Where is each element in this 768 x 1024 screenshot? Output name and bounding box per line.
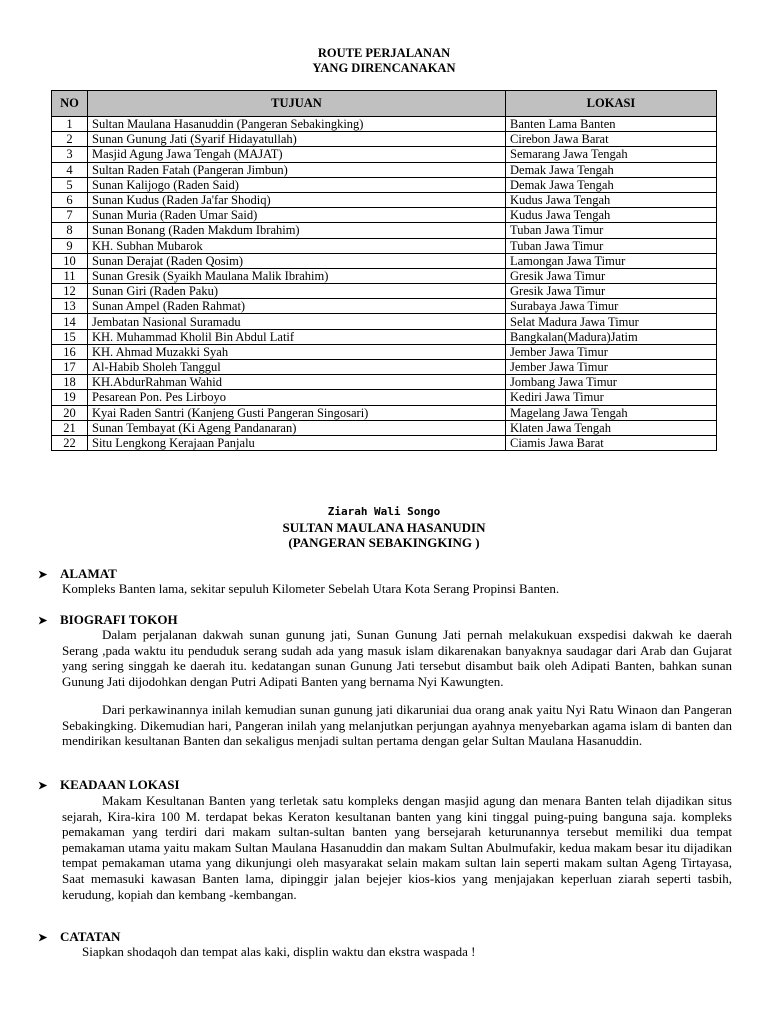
row-tujuan: Sunan Muria (Raden Umar Said) xyxy=(88,208,506,223)
row-no: 8 xyxy=(52,223,88,238)
table-row xyxy=(52,132,717,147)
arrow-bullet-icon: ➤ xyxy=(38,615,48,627)
row-no: 7 xyxy=(52,208,88,223)
row-tujuan: KH. Subhan Mubarok xyxy=(88,238,506,253)
row-lokasi: Kudus Jawa Tengah xyxy=(506,208,717,223)
table-row xyxy=(52,390,717,405)
row-tujuan: KH. Ahmad Muzakki Syah xyxy=(88,344,506,359)
header-no: NO xyxy=(52,91,88,117)
row-lokasi: Banten Lama Banten xyxy=(506,117,717,132)
row-tujuan: Masjid Agung Jawa Tengah (MAJAT) xyxy=(88,147,506,162)
row-no: 16 xyxy=(52,344,88,359)
row-no: 13 xyxy=(52,299,88,314)
route-table xyxy=(51,90,717,451)
header-tujuan: TUJUAN xyxy=(88,91,506,117)
row-lokasi: Magelang Jawa Tengah xyxy=(506,405,717,420)
row-no: 5 xyxy=(52,177,88,192)
row-tujuan: KH.AbdurRahman Wahid xyxy=(88,375,506,390)
table-row xyxy=(52,147,717,162)
table-row xyxy=(52,299,717,314)
section-subheading: (PANGERAN SEBAKINGKING ) xyxy=(288,535,480,550)
row-tujuan: Sunan Tembayat (Ki Ageng Pandanaran) xyxy=(88,420,506,435)
row-no: 18 xyxy=(52,375,88,390)
table-row xyxy=(52,284,717,299)
table-row xyxy=(52,420,717,435)
table-row xyxy=(52,238,717,253)
row-no: 6 xyxy=(52,192,88,207)
row-lokasi: Jombang Jawa Timur xyxy=(506,375,717,390)
alamat-title: ALAMAT xyxy=(60,566,117,581)
arrow-bullet-icon: ➤ xyxy=(38,932,48,944)
row-no: 22 xyxy=(52,435,88,450)
table-row xyxy=(52,192,717,207)
catatan-title: CATATAN xyxy=(60,929,121,944)
row-lokasi: Jember Jawa Timur xyxy=(506,344,717,359)
row-lokasi: Jember Jawa Timur xyxy=(506,360,717,375)
catatan-text: Siapkan shodaqoh dan tempat alas kaki, displin waktu dan ekstra waspada ! xyxy=(82,944,476,959)
table-row xyxy=(52,314,717,329)
row-no: 1 xyxy=(52,117,88,132)
table-row xyxy=(52,344,717,359)
row-tujuan: Kyai Raden Santri (Kanjeng Gusti Pangeran Singosari) xyxy=(88,405,506,420)
route-subtitle: YANG DIRENCANAKAN xyxy=(312,61,456,75)
keadaan-title: KEADAAN LOKASI xyxy=(60,777,180,792)
section-heading: SULTAN MAULANA HASANUDIN xyxy=(282,520,486,535)
row-lokasi: Bangkalan(Madura)Jatim xyxy=(506,329,717,344)
biografi-heading xyxy=(38,612,178,628)
row-lokasi: Klaten Jawa Tengah xyxy=(506,420,717,435)
alamat-heading xyxy=(38,566,117,582)
row-lokasi: Tuban Jawa Timur xyxy=(506,223,717,238)
row-tujuan: Sunan Gunung Jati (Syarif Hidayatullah) xyxy=(88,132,506,147)
row-lokasi: Cirebon Jawa Barat xyxy=(506,132,717,147)
header-lokasi: LOKASI xyxy=(506,91,717,117)
row-tujuan: Sunan Derajat (Raden Qosim) xyxy=(88,253,506,268)
ziarah-label: Ziarah Wali Songo xyxy=(327,505,441,518)
table-row xyxy=(52,375,717,390)
table-row xyxy=(52,405,717,420)
row-no: 21 xyxy=(52,420,88,435)
row-tujuan: KH. Muhammad Kholil Bin Abdul Latif xyxy=(88,329,506,344)
row-tujuan: Sunan Gresik (Syaikh Maulana Malik Ibrahim) xyxy=(88,268,506,283)
row-lokasi: Selat Madura Jawa Timur xyxy=(506,314,717,329)
row-tujuan: Sultan Maulana Hasanuddin (Pangeran Sebakingking) xyxy=(88,117,506,132)
table-row xyxy=(52,435,717,450)
row-lokasi: Lamongan Jawa Timur xyxy=(506,253,717,268)
row-no: 9 xyxy=(52,238,88,253)
table-row xyxy=(52,117,717,132)
row-tujuan: Sultan Raden Fatah (Pangeran Jimbun) xyxy=(88,162,506,177)
table-row xyxy=(52,223,717,238)
keadaan-paragraph: Makam Kesultanan Banten yang terletak satu kompleks dengan masjid agung dan menara Banten telah dijadikan situs sejarah, Kira-kira 100 M. terdapat bekas Keraton kesultanan banten yang kini tinggal puing-puing banguna saja. kompleks pemakaman yang terdiri dari makam sultan-sultan banten yang bersejarah keturunannya tersebut memiliki dua tempat pemakaman utama yaitu makam Sultan Maulana Hasanuddin dan makam Sultan Abulmufakir, kedua makam besar itu dijadikan tempat pemakaman utama yang dikunjungi oleh masyarakat selain makam sultan lain seperti makam sultan Ageng Tirtayasa, Saat memasuki kawasan Banten lama, dipinggir jalan bejejer kios-kios yang menjajakan keperluan ziarah seperti tasbih, kerudung, kopiah dan kembang -kembangan. xyxy=(62,793,732,902)
biografi-paragraph-1: Dalam perjalanan dakwah sunan gunung jati, Sunan Gunung Jati pernah melakukuan exspedisi dakwah ke daerah Serang ,pada waktu itu penduduk serang sudah ada yang masuk islam dikarenakan banyaknya saudagar dari Arab dan Gujarat yang sering singgah ke daerah itu. kedatangan sunan Gunung Jati tersebut disambut baik oleh Adipati Banten, bahkan sunan Gunung Jati dijodohkan dengan Putri Adipati Banten yang bernama Nyi Kawungten. xyxy=(62,627,732,689)
biografi-title: BIOGRAFI TOKOH xyxy=(60,612,178,627)
row-lokasi: Gresik Jawa Timur xyxy=(506,268,717,283)
row-lokasi: Tuban Jawa Timur xyxy=(506,238,717,253)
row-no: 20 xyxy=(52,405,88,420)
row-lokasi: Ciamis Jawa Barat xyxy=(506,435,717,450)
row-tujuan: Al-Habib Sholeh Tanggul xyxy=(88,360,506,375)
biografi-paragraph-2: Dari perkawinannya inilah kemudian sunan gunung jati dikaruniai dua orang anak yaitu Nyi Ratu Winaon dan Pangeran Sebakingking. Dikemudian hari, Pangeran inilah yang melanjutkan perjungan ayahnya menyebarkan agama islam di banten dan mendirikan kesultanan Banten dan sekaligus menjadi sultan pertama dengan gelar Sultan Maulana Hasanuddin. xyxy=(62,702,732,749)
table-row xyxy=(52,253,717,268)
row-lokasi: Kediri Jawa Timur xyxy=(506,390,717,405)
row-tujuan: Sunan Bonang (Raden Makdum Ibrahim) xyxy=(88,223,506,238)
row-tujuan: Sunan Kalijogo (Raden Said) xyxy=(88,177,506,192)
catatan-heading xyxy=(38,929,120,945)
row-lokasi: Surabaya Jawa Timur xyxy=(506,299,717,314)
row-tujuan: Sunan Giri (Raden Paku) xyxy=(88,284,506,299)
row-no: 19 xyxy=(52,390,88,405)
row-no: 3 xyxy=(52,147,88,162)
row-no: 17 xyxy=(52,360,88,375)
arrow-bullet-icon: ➤ xyxy=(38,569,48,581)
table-body xyxy=(52,117,717,451)
table-row xyxy=(52,177,717,192)
row-tujuan: Situ Lengkong Kerajaan Panjalu xyxy=(88,435,506,450)
row-tujuan: Sunan Kudus (Raden Ja'far Shodiq) xyxy=(88,192,506,207)
row-lokasi: Demak Jawa Tengah xyxy=(506,177,717,192)
row-lokasi: Demak Jawa Tengah xyxy=(506,162,717,177)
table-row xyxy=(52,329,717,344)
route-title: ROUTE PERJALANAN xyxy=(317,46,451,60)
table-row xyxy=(52,360,717,375)
row-tujuan: Jembatan Nasional Suramadu xyxy=(88,314,506,329)
row-no: 14 xyxy=(52,314,88,329)
row-no: 11 xyxy=(52,268,88,283)
row-no: 4 xyxy=(52,162,88,177)
row-tujuan: Pesarean Pon. Pes Lirboyo xyxy=(88,390,506,405)
row-lokasi: Semarang Jawa Tengah xyxy=(506,147,717,162)
row-no: 15 xyxy=(52,329,88,344)
table-row xyxy=(52,268,717,283)
keadaan-heading xyxy=(38,777,180,793)
table-row xyxy=(52,208,717,223)
row-lokasi: Gresik Jawa Timur xyxy=(506,284,717,299)
row-no: 12 xyxy=(52,284,88,299)
table-header-row xyxy=(52,91,717,117)
row-no: 10 xyxy=(52,253,88,268)
alamat-text: Kompleks Banten lama, sekitar sepuluh Kilometer Sebelah Utara Kota Serang Propinsi Banten. xyxy=(62,581,560,596)
table-row xyxy=(52,162,717,177)
arrow-bullet-icon: ➤ xyxy=(38,780,48,792)
row-lokasi: Kudus Jawa Tengah xyxy=(506,192,717,207)
row-tujuan: Sunan Ampel (Raden Rahmat) xyxy=(88,299,506,314)
row-no: 2 xyxy=(52,132,88,147)
